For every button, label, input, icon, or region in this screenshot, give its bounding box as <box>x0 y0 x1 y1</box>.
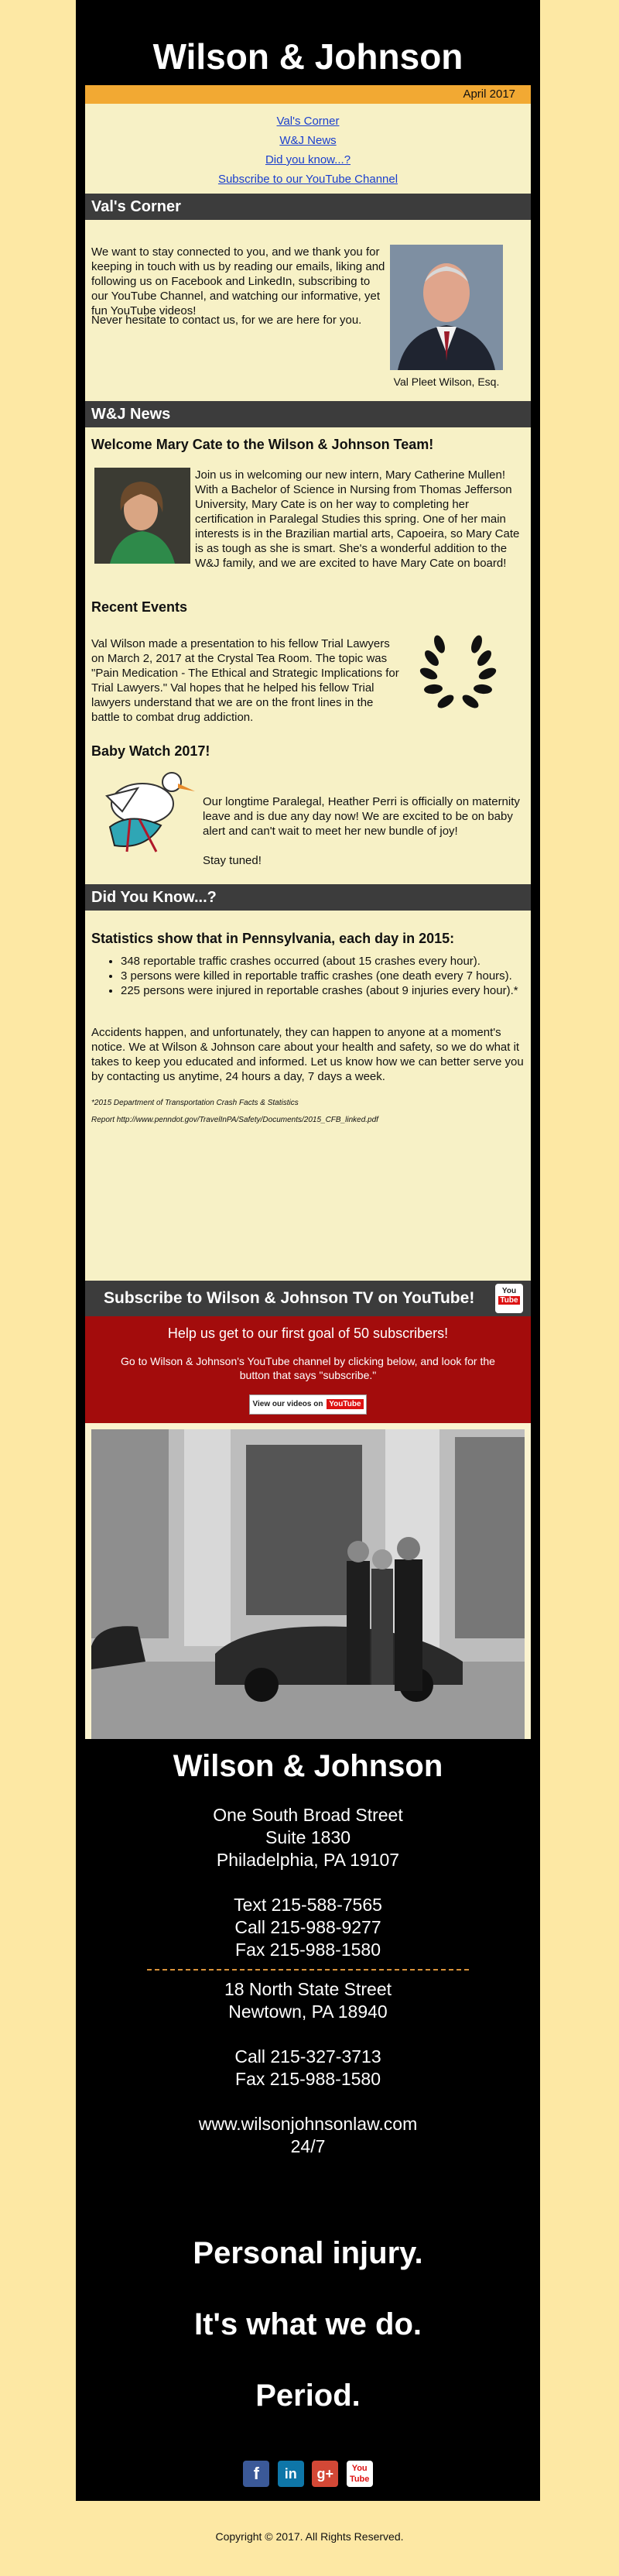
slogan-block <box>85 2213 531 2439</box>
recent-events-title: Recent Events <box>91 599 188 615</box>
social-links <box>76 2447 540 2501</box>
list-item: • 348 reportable traffic crashes occurred (about 15 crashes every hour). <box>121 954 523 969</box>
portrait-caption: Val Pleet Wilson, Esq. <box>393 376 500 388</box>
phone-number[interactable]: Call 215-327-3713 <box>234 2046 381 2067</box>
list-item: • 3 persons were killed in reportable traffic crashes (one death every 7 hours). <box>121 969 523 983</box>
team-street-photo <box>91 1429 525 1739</box>
nav-link-youtube[interactable]: Subscribe to our YouTube Channel <box>217 173 398 186</box>
fax-number: Fax 215-988-1580 <box>235 2069 381 2089</box>
nav-link-vals-corner[interactable]: Val's Corner <box>276 115 340 128</box>
laurel-wreath-icon <box>413 630 503 714</box>
google-plus-icon[interactable]: g+ <box>312 2461 338 2487</box>
youtube-logo-icon: You Tube <box>495 1284 523 1313</box>
baby-watch-text: Our longtime Paralegal, Heather Perri is officially on maternity leave and is due any day now! We are excited to be on baby alert and can't wait to meet her new bundle of joy! <box>203 795 520 838</box>
page-title: Wilson & Johnson <box>152 36 463 77</box>
dyk-paragraph: Accidents happen, and unfortunately, they can happen to anyone at a moment's notice. We at Wilson & Johnson care about your health and safety, so we do what it takes to keep you educated and informed. Let us know how we can better serve you by contacting us anytime, 24 hours a day, 7 days a week. <box>91 1026 524 1083</box>
view-videos-label: View our videos on <box>252 1400 323 1408</box>
main-content <box>85 104 531 1420</box>
statistics-list <box>121 954 523 998</box>
text-number[interactable]: Text 215-588-7565 <box>234 1895 382 1915</box>
address-line: One South Broad Street <box>213 1805 403 1825</box>
website-link[interactable]: www.wilsonjohnsonlaw.com <box>198 2114 418 2134</box>
contact-footer <box>85 1739 531 2200</box>
footer-divider <box>147 1969 469 1971</box>
facebook-icon[interactable]: f <box>243 2461 269 2487</box>
footer-firm-name: Wilson & Johnson <box>173 1749 443 1783</box>
subscriber-goal-text: Help us get to our first goal of 50 subscribers! <box>167 1326 449 1341</box>
issue-date: April 2017 <box>85 85 531 104</box>
section-header-did-you-know: Did You Know...? <box>85 884 531 911</box>
nav-link-did-you-know[interactable]: Did you know...? <box>265 153 351 166</box>
copyright-text: Copyright © 2017. All Rights Reserved. <box>215 2530 404 2543</box>
welcome-text: Join us in welcoming our new intern, Mary Catherine Mullen! With a Bachelor of Science in Nursing from Thomas Jefferson University, Mary Cate is on her way to completing her certification in Paralegal Studies this spring. One of her main interests is in the Brazilian martial arts, Capoeira, so Mary Cate is as tough as she is smart. She's a wonderful addition to the W&J family, and we are excited to have Mary Cate on board! <box>195 468 520 570</box>
stork-illustration-icon <box>91 765 197 856</box>
welcome-title: Welcome Mary Cate to the Wilson & Johnson Team! <box>91 437 434 452</box>
fax-number: Fax 215-988-1580 <box>235 1940 381 1960</box>
nav-link-news[interactable]: W&J News <box>279 134 337 147</box>
slogan-line: Personal injury. <box>193 2236 423 2270</box>
email-container <box>76 0 540 2501</box>
youtube-icon[interactable]: You Tube <box>347 2461 373 2487</box>
statistics-title: Statistics show that in Pennsylvania, each day in 2015: <box>91 931 455 946</box>
section-header-vals-corner: Val's Corner <box>85 194 531 220</box>
val-portrait-photo <box>390 245 503 370</box>
baby-watch-title: Baby Watch 2017! <box>91 743 210 759</box>
view-videos-button[interactable] <box>249 1394 367 1415</box>
youtube-promo-header <box>85 1281 531 1316</box>
footnote: *2015 Department of Transportation Crash Facts & Statistics <box>91 1099 299 1107</box>
hours-text: 24/7 <box>290 2136 326 2156</box>
youtube-promo-title: Subscribe to Wilson & Johnson TV on YouTube! <box>104 1289 475 1307</box>
stay-tuned-text: Stay tuned! <box>203 854 262 867</box>
linkedin-icon[interactable]: in <box>278 2461 304 2487</box>
vals-corner-paragraph-2: Never hesitate to contact us, for we are here for you. <box>91 314 362 327</box>
team-photo-block <box>85 1423 531 1739</box>
list-item: • 225 persons were injured in reportable crashes (about 9 injuries every hour).* <box>121 983 523 998</box>
address-line: Newtown, PA 18940 <box>228 2001 388 2022</box>
phone-number[interactable]: Call 215-988-9277 <box>234 1917 381 1937</box>
address-line: Suite 1830 <box>265 1827 351 1847</box>
youtube-brand-icon: YouTube <box>327 1399 363 1409</box>
nav-links <box>85 111 531 189</box>
youtube-instructions: Go to Wilson & Johnson's YouTube channel by clicking below, and look for the button that says "subscribe." <box>121 1355 495 1381</box>
section-header-news: W&J News <box>85 401 531 427</box>
mary-cate-photo <box>94 468 190 564</box>
address-line: Philadelphia, PA 19107 <box>216 1850 400 1870</box>
slogan-line: Period. <box>255 2379 361 2413</box>
recent-events-text: Val Wilson made a presentation to his fellow Trial Lawyers on March 2, 2017 at the Crystal Tea Room. The topic was "Pain Medication - The Ethical and Strategic Implications for Trial Lawyers." Val hopes that he helped his fellow Trial lawyers understand that we are on the front lines in the battle to combat drug addiction. <box>91 637 399 724</box>
footnote-url: Report http://www.penndot.gov/TravelInPA/Safety/Documents/2015_CFB_linked.pdf <box>91 1116 378 1124</box>
address-line: 18 North State Street <box>224 1979 392 1999</box>
vals-corner-paragraph: We want to stay connected to you, and we thank you for keeping in touch with us by reading our emails, liking and following us on Facebook and LinkedIn, subscribing to our YouTube Channel, and watching our informative, yet fun YouTube videos! <box>91 245 385 317</box>
slogan-line: It's what we do. <box>194 2307 422 2341</box>
